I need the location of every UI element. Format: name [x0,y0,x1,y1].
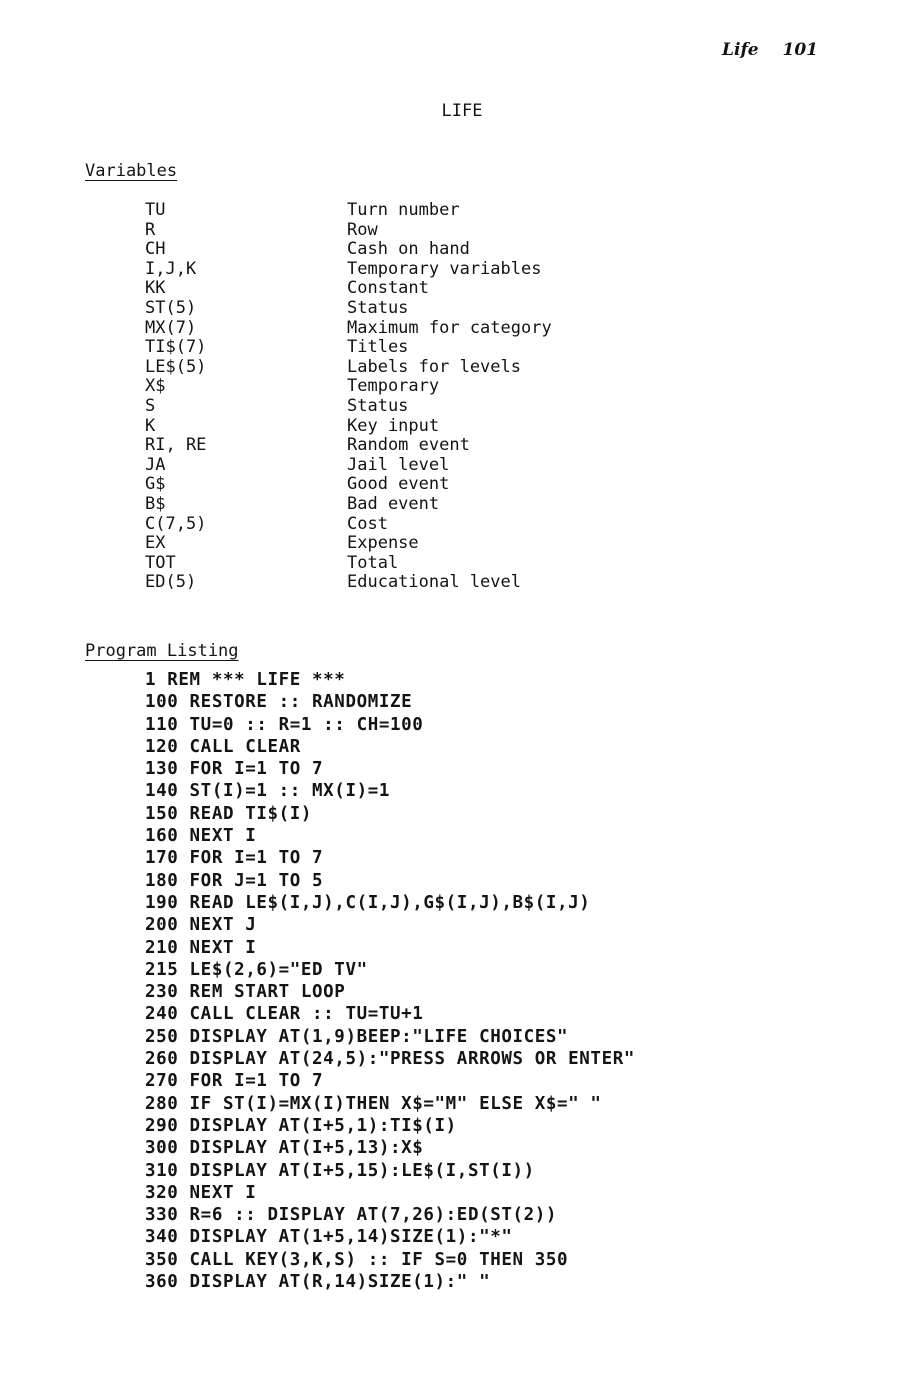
variable-name: X$ [145,376,166,397]
variable-name: ST(5) [145,297,197,318]
variable-name: EX [145,533,166,554]
variable-name: TI$(7) [145,337,207,358]
variable-name: R [145,219,156,240]
code-line: 215 LE$(2,6)="ED TV" [145,959,368,980]
variable-description: Educational level [347,572,521,593]
variable-description: Labels for levels [347,356,521,377]
variable-name: G$ [145,474,166,495]
variable-description: Random event [347,435,470,456]
variable-description: Jail level [347,454,450,475]
variable-description: Cost [347,513,388,534]
code-line: 100 RESTORE :: RANDOMIZE [145,692,413,713]
variable-description: Expense [347,533,419,554]
variable-name: JA [145,454,166,475]
page-number: 101 [782,40,818,60]
code-line: 140 ST(I)=1 :: MX(I)=1 [145,781,390,802]
running-title: Life [722,40,759,60]
program-listing [145,669,635,1293]
variable-description: Titles [347,337,409,358]
code-line: 360 DISPLAY AT(R,14)SIZE(1):" " [145,1272,491,1293]
code-line: 330 R=6 :: DISPLAY AT(7,26):ED(ST(2)) [145,1205,558,1226]
code-line: 340 DISPLAY AT(1+5,14)SIZE(1):"*" [145,1227,513,1248]
variable-description: Good event [347,474,450,495]
code-line: 130 FOR I=1 TO 7 [145,759,324,780]
variable-description: Key input [347,415,440,436]
variable-name: KK [145,278,166,299]
variable-description: Bad event [347,493,440,514]
code-line: 250 DISPLAY AT(1,9)BEEP:"LIFE CHOICES" [145,1026,569,1047]
variable-description: Turn number [347,200,460,220]
program-listing-heading: Program Listing [85,641,239,661]
variable-name: TOT [145,552,176,573]
variable-name: TU [145,200,166,220]
variable-description: Maximum for category [347,317,552,338]
document-title: LIFE [441,101,483,121]
code-line: 200 NEXT J [145,915,257,936]
code-line: 240 CALL CLEAR :: TU=TU+1 [145,1004,424,1025]
code-line: 300 DISPLAY AT(I+5,13):X$ [145,1138,424,1159]
variable-name: S [145,395,156,416]
variable-name: K [145,415,156,436]
code-line: 350 CALL KEY(3,K,S) :: IF S=0 THEN 350 [145,1249,569,1270]
variable-name: MX(7) [145,317,197,338]
code-line: 180 FOR J=1 TO 5 [145,870,324,891]
variables-heading: Variables [85,161,178,181]
variable-name: C(7,5) [145,513,207,534]
code-line: 310 DISPLAY AT(I+5,15):LE$(I,ST(I)) [145,1160,535,1181]
code-line: 160 NEXT I [145,826,257,847]
variable-description: Status [347,297,409,318]
variable-description: Total [347,552,399,573]
code-line: 270 FOR I=1 TO 7 [145,1071,324,1092]
code-line: 290 DISPLAY AT(I+5,1):TI$(I) [145,1115,457,1136]
code-line: 260 DISPLAY AT(24,5):"PRESS ARROWS OR ENTER" [145,1049,635,1070]
code-line: 280 IF ST(I)=MX(I)THEN X$="M" ELSE X$=" " [145,1093,602,1114]
variable-description: Temporary [347,376,440,397]
variable-description: Temporary variables [347,258,542,279]
code-line: 110 TU=0 :: R=1 :: CH=100 [145,714,424,735]
variable-name: CH [145,239,166,260]
running-header [0,40,818,60]
code-line: 120 CALL CLEAR [145,736,301,757]
code-line: 150 READ TI$(I) [145,803,313,824]
variable-name: RI, RE [145,435,207,456]
code-line: 210 NEXT I [145,937,257,958]
code-line: 230 REM START LOOP [145,982,346,1003]
code-line: 170 FOR I=1 TO 7 [145,848,324,869]
variable-name: LE$(5) [145,356,207,377]
variable-description: Cash on hand [347,239,470,260]
code-line: 190 READ LE$(I,J),C(I,J),G$(I,J),B$(I,J) [145,892,591,913]
variable-name: I,J,K [145,258,197,279]
code-line: 320 NEXT I [145,1182,257,1203]
variable-description: Status [347,395,409,416]
code-line: 1 REM *** LIFE *** [145,670,346,690]
variable-description: Row [347,219,378,240]
variable-name: B$ [145,493,166,514]
variable-description: Constant [347,278,429,299]
variable-name: ED(5) [145,572,197,593]
